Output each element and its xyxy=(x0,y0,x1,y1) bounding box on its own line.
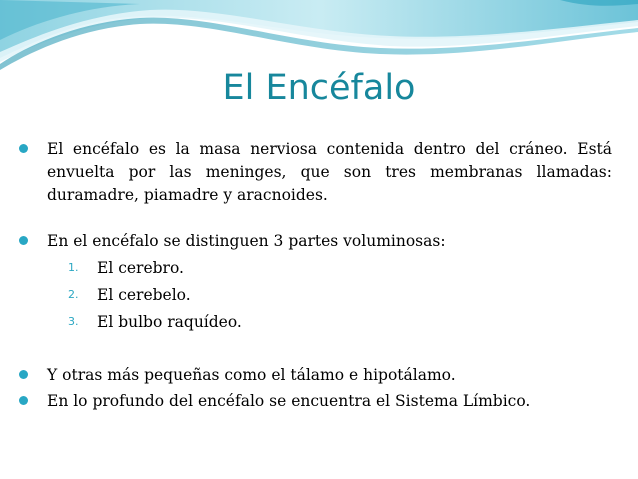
bullet-text: El encéfalo es la masa nerviosa contenida dentro del cráneo. Está envuelta por las meninges, que son tres membranas llamadas: duramadre, piamadre y aracnoides. xyxy=(47,140,612,204)
slide-title: El Encéfalo xyxy=(222,68,416,108)
bullet-icon xyxy=(19,396,28,405)
numbered-list-item xyxy=(17,284,612,311)
list-number: 1. xyxy=(68,261,79,274)
bullet-icon xyxy=(19,370,28,379)
list-number: 2. xyxy=(68,288,79,301)
list-text: El cerebelo. xyxy=(97,286,191,304)
list-number: 3. xyxy=(68,315,79,328)
bullet-text: Y otras más pequeñas como el tálamo e hipotálamo. xyxy=(47,366,456,384)
bullet-icon xyxy=(19,236,28,245)
bullet-item xyxy=(17,390,612,413)
bullet-text: En el encéfalo se distinguen 3 partes voluminosas: xyxy=(47,232,446,250)
bullet-item xyxy=(17,138,612,207)
numbered-list-item xyxy=(17,311,612,338)
bullet-item xyxy=(17,364,612,387)
slide-content xyxy=(17,138,612,413)
list-text: El cerebro. xyxy=(97,259,184,277)
numbered-list-item xyxy=(17,257,612,284)
bullet-icon xyxy=(19,144,28,153)
bullet-item xyxy=(17,230,612,253)
bullet-text: En lo profundo del encéfalo se encuentra el Sistema Límbico. xyxy=(47,392,531,410)
list-text: El bulbo raquídeo. xyxy=(97,313,242,331)
